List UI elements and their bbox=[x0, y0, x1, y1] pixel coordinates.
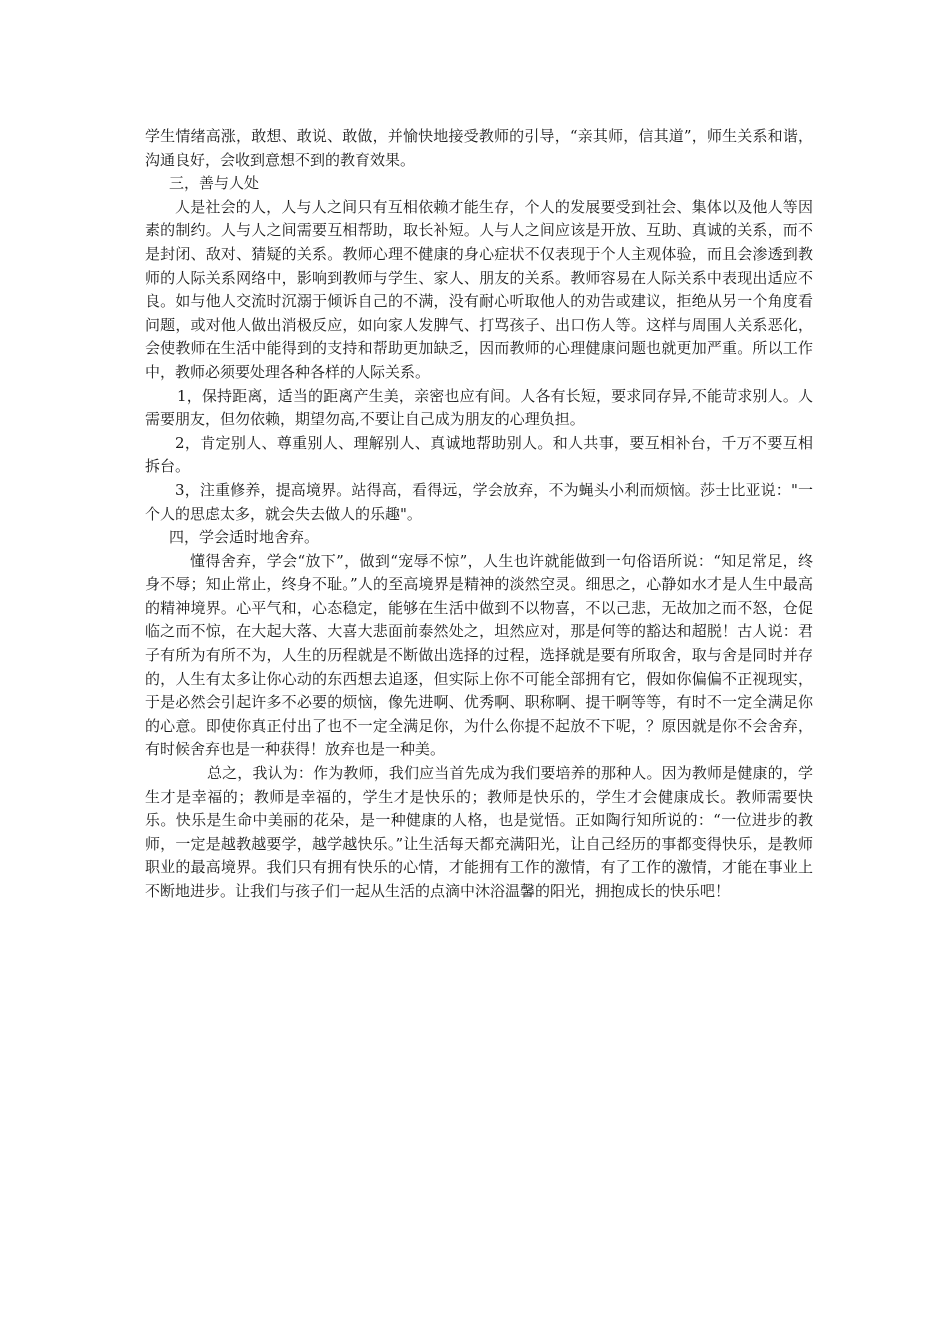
paragraph-intro-continuation: 学生情绪高涨，敢想、敢说、敢做，并愉快地接受教师的引导，“亲其师，信其道”，师生关系和谐，沟通良好，会收到意想不到的教育效果。 bbox=[145, 127, 813, 169]
paragraph-conclusion: 总之，我认为：作为教师，我们应当首先成为我们要培养的那种人。因为教师是健康的，学生才是幸福的；教师是幸福的，学生才是快乐的；教师是快乐的，学生才会健康成长。教师需要快乐。快乐是生命中美丽的花朵，是一种健康的人格，也是觉悟。正如陶行知所说的：“一位进步的教师，一定是越教越要学，越学越快乐。”让生活每天都充满阳光，让自己经历的事都变得快乐，是教师职业的最高境界。我们只有拥有快乐的心情，才能拥有工作的激情，有了工作的激情，才能在事业上不断地进步。让我们与孩子们一起从生活的点滴中沐浴温馨的阳光，拥抱成长的快乐吧！ bbox=[145, 764, 813, 900]
section-heading-4: 四，学会适时地舍弃。 bbox=[169, 528, 320, 547]
document-body bbox=[145, 125, 813, 904]
section-heading-3: 三，善与人处 bbox=[169, 174, 260, 193]
paragraph-point-3: 3，注重修养，提高境界。站得高，看得远，学会放弃，不为蝇头小利而烦恼。莎士比亚说："一个人的思虑太多，就会失去做人的乐趣"。 bbox=[145, 480, 813, 523]
paragraph-section-3: 人是社会的人，人与人之间只有互相依赖才能生存，个人的发展要受到社会、集体以及他人等因素的制约。人与人之间需要互相帮助，取长补短。人与人之间应该是开放、互助、真诚的关系，而不是封闭、敌对、猜疑的关系。教师心理不健康的身心症状不仅表现于个人主观体验，而且会渗透到教师的人际关系网络中，影响到教师与学生、家人、朋友的关系。教师容易在人际关系中表现出适应不良。如与他人交流时沉溺于倾诉自己的不满，没有耐心听取他人的劝告或建议，拒绝从另一个角度看问题，或对他人做出消极反应，如向家人发脾气、打骂孩子、出口伤人等。这样与周围人关系恶化，会使教师在生活中能得到的支持和帮助更加缺乏，因而教师的心理健康问题也就更加严重。所以工作中，教师必须要处理各种各样的人际关系。 bbox=[145, 197, 813, 381]
paragraph-point-2: 2，肯定别人、尊重别人、理解别人、真诚地帮助别人。和人共事，要互相补台，千万不要互相拆台。 bbox=[145, 433, 813, 476]
paragraph-point-1: 1，保持距离，适当的距离产生美，亲密也应有间。人各有长短，要求同存异,不能苛求别人。人需要朋友，但勿依赖，期望勿高,不要让自己成为朋友的心理负担。 bbox=[145, 386, 813, 429]
paragraph-section-4: 懂得舍弃，学会“放下”，做到“宠辱不惊”，人生也许就能做到一句俗语所说：“知足常足，终身不辱；知止常止，终身不耻。”人的至高境界是精神的淡然空灵。细思之，心静如水才是人生中最高的精神境界。心平气和，心态稳定，能够在生活中做到不以物喜，不以己悲，无故加之而不怒，仓促临之而不惊，在大起大落、大喜大悲面前泰然处之，坦然应对，那是何等的豁达和超脱！古人说：君子有所为有所不为，人生的历程就是不断做出选择的过程，选择就是要有所取舍，取与舍是同时并存的，人生有太多让你心动的东西想去追逐，但实际上你不可能全部拥有它，假如你偏偏不正视现实，于是必然会引起许多不必要的烦恼，像先进啊、优秀啊、职称啊、提干啊等等，有时不一定全满足你的心意。即使你真正付出了也不一定全满足你，为什么你提不起放不下呢，？原因就是你不会舍弃，有时候舍弃也是一种获得！放弃也是一种美。 bbox=[145, 551, 813, 759]
